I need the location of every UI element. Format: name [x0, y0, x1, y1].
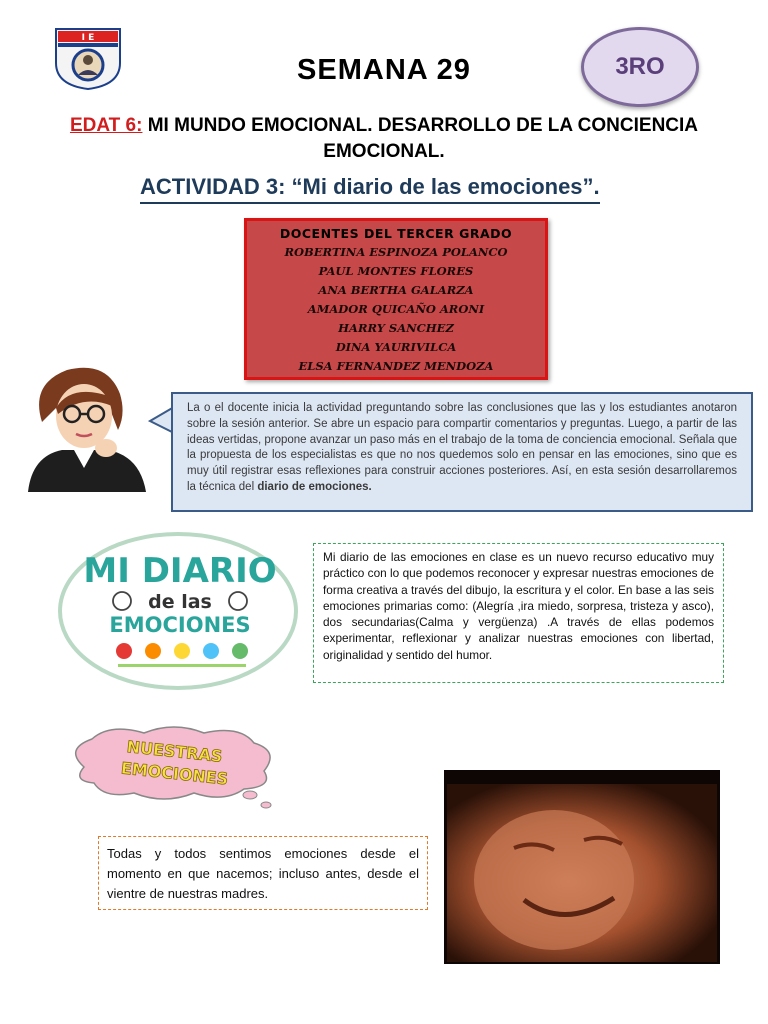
teacher-name: ROBERTINA ESPINOZA POLANCO: [284, 245, 508, 259]
edat-text: MI MUNDO EMOCIONAL. DESARROLLO DE LA CONCIENCIA EMOCIONAL.: [147, 115, 699, 162]
intro-speech-bubble: [171, 392, 753, 512]
teacher-name: DINA YAURIVILCA: [335, 340, 457, 354]
teacher-name: PAUL MONTES FLORES: [318, 264, 474, 278]
nuestras-emociones-cloud: [64, 723, 286, 811]
teacher-name: ANA BERTHA GALARZA: [318, 283, 474, 297]
angry-face-icon: [116, 643, 132, 659]
diario-description: Mi diario de las emociones en clase es un nuevo recurso educativo muy práctico con lo que podemos reconocer y expresar nuestras emociones de forma creativa a través del dibujo, la escritura y el color. En base a las seis emociones primarias como: (Alegría ,ira miedo, sorpresa, tristeza y asco), dos secundarias(Calma y vergüenza) .A través de ellas podemos experimentar, reflexionar y analizar nuestras emociones con libertad, originalidad y sentido del humor.: [313, 543, 724, 683]
diario-logo-subtitle: de las: [148, 591, 212, 613]
teacher-name: ELSA FERNANDEZ MENDOZA: [298, 359, 494, 373]
diario-logo-title: MI DIARIO: [83, 551, 277, 591]
diario-emociones-logo: [58, 532, 298, 690]
sad-face-icon: [145, 643, 161, 659]
intro-emphasis: diario de emociones.: [257, 480, 372, 493]
teacher-name: HARRY SANCHEZ: [338, 321, 454, 335]
diario-logo-emociones: EMOCIONES: [109, 613, 251, 637]
neutral-face-icon: [174, 643, 190, 659]
teacher-illustration: [22, 364, 152, 492]
activity-title: ACTIVIDAD 3: “Mi diario de las emociones”.: [140, 174, 600, 204]
grade-badge: 3RO: [581, 27, 699, 107]
calm-face-icon: [203, 643, 219, 659]
intro-text: La o el docente inicia la actividad preguntando sobre las conclusiones que las y los estudiantes anotaron sobre la sesión anterior. Se abre un espacio para compartir comentarios y preguntas. Luego, a partir de las ideas vertidas, propone avanzar un paso más en el trabajo de la toma de conciencia emocional. Señala que la propuesta de los especialistas es que no nos quedemos solo en pensar en las emociones, sino que es muy útil registrar esas reflexiones para construir acciones posteriores. Así, en esta sesión desarrollaremos la técnica del: [187, 402, 737, 493]
page-title: SEMANA 29: [297, 54, 471, 86]
ultrasound-photo: [444, 770, 720, 964]
born-emotions-text: Todas y todos sentimos emociones desde el momento en que nacemos; incluso antes, desde el vientre de nuestras madres.: [98, 836, 428, 910]
happy-face-icon: [232, 643, 248, 659]
cloud-line2: EMOCIONES: [120, 758, 230, 789]
logo-text: I E: [81, 33, 95, 43]
cloud-line1: NUESTRAS: [125, 737, 224, 766]
teachers-box: [244, 218, 548, 380]
edat-label: EDAT 6:: [69, 115, 143, 136]
teacher-name: AMADOR QUICAÑO ARONI: [307, 302, 485, 316]
teachers-heading: DOCENTES DEL TERCER GRADO: [279, 226, 513, 241]
edat-heading: [40, 113, 728, 165]
